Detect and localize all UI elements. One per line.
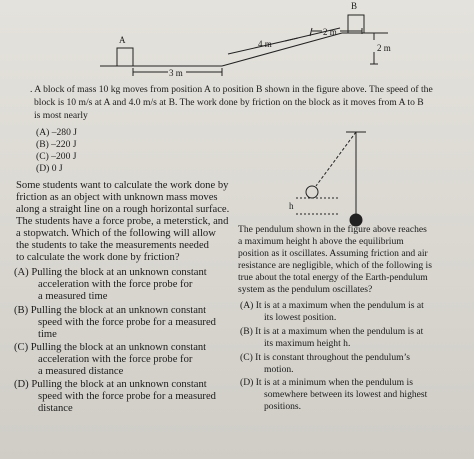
q2-choice-c-2: acceleration with the force probe for: [38, 354, 193, 365]
q3-choice-d-2: somewhere between its lowest and highest: [264, 389, 428, 400]
q2-choice-b-3: time: [38, 329, 57, 340]
q1-choice-c: (C) –200 J: [36, 151, 77, 162]
q2-stem-4: The students have a force probe, a meterstick, and: [16, 216, 229, 227]
dim-2m-top: 2 m: [323, 27, 337, 37]
q1-line3: is most nearly: [34, 110, 88, 121]
q3-stem-5: true about the total energy of the Earth-pendulum: [238, 272, 428, 283]
q3-stem-4: resistance are negligible, which of the following is: [238, 260, 432, 271]
q2-choice-b-2: speed with the force probe for a measured: [38, 317, 216, 328]
q2-choice-a-3: a measured time: [38, 291, 108, 302]
q3-choice-c-1: (C) It is constant throughout the pendulum’s: [240, 352, 411, 363]
q3-stem-3: position as it oscillates. Assuming friction and air: [238, 248, 428, 259]
q2-choice-c-1: (C) Pulling the block at an unknown constant: [14, 342, 207, 353]
q3-stem-2: a maximum height h above the equilibrium: [238, 236, 404, 247]
pendulum-string: [316, 132, 356, 186]
q1-choice-b: (B) –220 J: [36, 139, 77, 150]
q2-stem-2: friction as an object with unknown mass moves: [16, 192, 218, 203]
q2-choice-d-3: distance: [38, 403, 73, 414]
q3-choice-a-2: its lowest position.: [264, 312, 337, 323]
dim-3m: 3 m: [169, 68, 183, 78]
q3-choice-d-3: positions.: [264, 401, 302, 412]
q2-choice-c-3: a measured distance: [38, 366, 124, 377]
pendulum-figure: [296, 132, 366, 226]
q2-stem-5: a stopwatch. Which of the following will allow: [16, 228, 216, 239]
block-a: [117, 48, 133, 66]
q1-line2: block is 10 m/s at A and 4.0 m/s at B. The work done by friction on the block as it moves from A to B: [34, 97, 424, 108]
q2-stem-3: along a straight line on a rough horizontal surface.: [16, 204, 230, 215]
dim-4m: 4 m: [258, 39, 272, 49]
q3-stem-6: system as the pendulum oscillates?: [238, 284, 373, 295]
q3-choice-b-2: its maximum height h.: [264, 338, 351, 349]
dim-2m-side: 2 m: [377, 43, 391, 53]
q2-choice-a-1: (A) Pulling the block at an unknown constant: [14, 267, 207, 278]
q2-choice-b-1: (B) Pulling the block at an unknown constant: [14, 305, 207, 316]
q3-choice-b-1: (B) It is at a maximum when the pendulum is at: [240, 326, 424, 337]
q3-choice-a-1: (A) It is at a maximum when the pendulum is at: [240, 300, 424, 311]
q2-choice-d-1: (D) Pulling the block at an unknown constant: [14, 379, 207, 390]
q1-line1: . A block of mass 10 kg moves from position A to position B shown in the figure above. The speed of the: [30, 84, 433, 95]
q2-choice-a-2: acceleration with the force probe for: [38, 279, 193, 290]
q1-choice-a: (A) –280 J: [36, 127, 78, 138]
q2-stem-6: the students to take the measurements needed: [16, 240, 209, 251]
q1-choice-d: (D) 0 J: [36, 163, 63, 174]
label-a: A: [119, 35, 126, 45]
q2-stem-1: Some students want to calculate the work done by: [16, 180, 229, 191]
pendulum-bob: [306, 186, 318, 198]
q3-choice-c-2: motion.: [264, 364, 294, 375]
q2-stem-7: to calculate the work done by friction?: [16, 252, 180, 263]
pendulum-label-h: h: [289, 201, 294, 211]
q2-choice-d-2: speed with the force probe for a measured: [38, 391, 216, 402]
label-b: B: [351, 1, 358, 11]
q3-stem-1: The pendulum shown in the figure above reaches: [238, 224, 427, 235]
q3-choice-d-1: (D) It is at a minimum when the pendulum is: [240, 377, 413, 388]
